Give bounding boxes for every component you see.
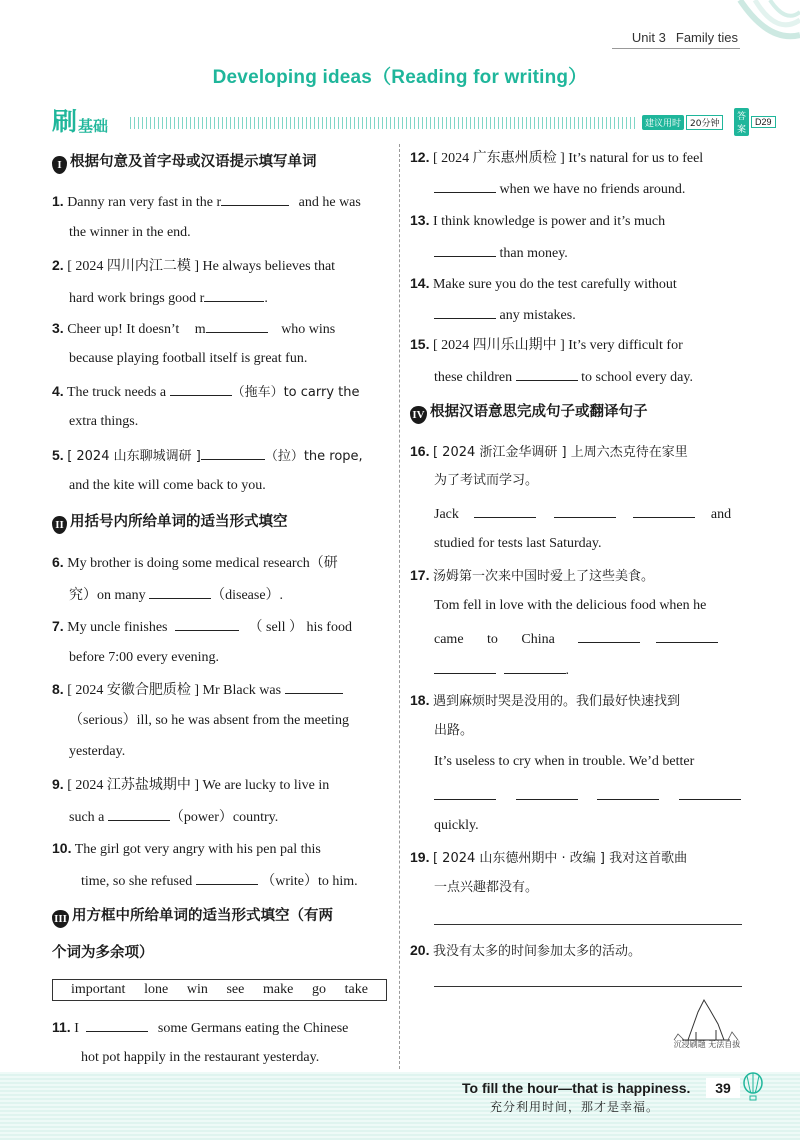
section-3-heading — [52, 906, 387, 928]
question-number: 1. — [52, 193, 64, 209]
question-number: 18. — [410, 692, 430, 708]
answer-blank[interactable] — [86, 1018, 148, 1032]
answer-blank[interactable] — [196, 871, 258, 885]
question-text: . — [264, 291, 268, 306]
answer-blank[interactable] — [221, 192, 289, 206]
section-title: 根据句意及首字母或汉语提示填写单词 — [70, 154, 317, 170]
header-rule — [612, 48, 740, 49]
question-5-cont: and the kite will come back to you. — [69, 478, 266, 493]
question-number: 16. — [410, 443, 430, 459]
question-18 — [410, 691, 742, 711]
answer-blank[interactable] — [434, 786, 496, 800]
answer-blank[interactable] — [149, 585, 211, 599]
logo-big-char: 刷 — [52, 107, 78, 136]
question-number: 6. — [52, 554, 64, 570]
question-11 — [52, 1018, 387, 1038]
answer-blank[interactable] — [504, 660, 566, 674]
question-text: these children — [434, 370, 513, 385]
question-text: （write）to him. — [261, 874, 358, 889]
question-text: 汤姆第一次来中国时爱上了这些美食。 — [432, 569, 654, 584]
answer-blank[interactable] — [434, 179, 496, 193]
question-17 — [410, 566, 742, 586]
answer-blank[interactable] — [175, 617, 239, 631]
question-text: Cheer up! It doesn’t — [67, 322, 180, 337]
hatch-decoration — [130, 117, 635, 129]
question-text: China — [521, 632, 555, 647]
question-text: [ 2024 广东惠州质检 ] It’s natural for us to feel — [432, 151, 704, 166]
question-text: to — [487, 632, 498, 647]
question-text: 为了考试而学习。 — [434, 473, 539, 488]
question-15-cont — [410, 367, 742, 387]
question-17-blanks-cont — [410, 660, 742, 680]
answer-page: D29 — [751, 116, 776, 128]
question-3-cont: because playing football itself is great fun. — [69, 351, 308, 366]
question-text: The truck needs a — [66, 385, 167, 400]
question-number: 7. — [52, 618, 64, 634]
footer-quote-en: To fill the hour—that is happiness. — [462, 1080, 691, 1096]
answer-blank[interactable] — [597, 786, 659, 800]
question-9-cont — [52, 807, 387, 827]
question-text: any mistakes. — [499, 308, 576, 323]
answer-blank[interactable] — [170, 382, 232, 396]
question-number: 13. — [410, 212, 430, 228]
question-text: [ 2024 四川乐山期中 ] It’s very difficult for — [432, 338, 683, 353]
question-text: Danny ran very fast in the r — [67, 195, 222, 210]
column-divider — [399, 144, 400, 1069]
running-header — [632, 30, 738, 45]
answer-blank[interactable] — [206, 319, 268, 333]
unit-label: Unit 3 — [631, 30, 666, 45]
sketch-caption: 沉浸刷题 无法自拔 — [673, 1040, 741, 1049]
question-16-cont — [410, 472, 742, 490]
question-text: 出路。 — [434, 723, 474, 738]
word-bank-item: see — [226, 982, 245, 997]
question-18-cont — [410, 722, 742, 740]
question-20 — [410, 941, 742, 961]
word-bank-item: make — [263, 982, 294, 997]
question-text: My uncle finishes — [67, 620, 168, 635]
question-text: some Germans eating the Chinese — [157, 1021, 349, 1036]
answer-blank[interactable] — [474, 504, 536, 518]
question-18-blanks — [410, 786, 742, 806]
question-text: came — [434, 632, 464, 647]
answer-blank[interactable] — [434, 243, 496, 257]
question-6-cont — [52, 585, 387, 605]
answer-line[interactable] — [434, 924, 742, 925]
question-text: when we have no friends around. — [499, 182, 686, 197]
question-12 — [410, 148, 742, 168]
answer-blank[interactable] — [108, 807, 170, 821]
section-title: 用括号内所给单词的适当形式填空 — [70, 514, 288, 530]
question-text: [ 2024 浙江金华调研 ] 上周六杰克待在家里 — [432, 445, 688, 460]
question-text: My brother is doing some medical research（研 — [67, 556, 338, 571]
suggested-time-badge — [642, 114, 723, 130]
question-text: Jack — [434, 507, 459, 522]
hot-air-balloon-icon — [742, 1072, 764, 1102]
question-number: 3. — [52, 320, 64, 336]
question-number: 2. — [52, 257, 64, 273]
question-7 — [52, 617, 387, 637]
question-8 — [52, 680, 387, 700]
question-number: 8. — [52, 681, 64, 697]
question-16 — [410, 442, 742, 462]
word-bank-item: important — [71, 982, 126, 997]
section-3-heading-cont: 个词为多余项） — [52, 945, 154, 961]
question-8-cont: （serious）ill, so he was absent from the meeting — [69, 713, 349, 728]
question-text: time, so she refused — [81, 874, 193, 889]
question-number: 12. — [410, 149, 430, 165]
question-text: [ 2024 山东德州期中 · 改编 ] 我对这首歌曲 — [432, 851, 688, 866]
question-text: 究）on many — [69, 588, 146, 603]
question-number: 10. — [52, 840, 72, 856]
question-18-cont: quickly. — [434, 818, 479, 833]
question-13 — [410, 211, 742, 231]
question-text: [ 2024 江苏盐城期中 ] We are lucky to live in — [67, 778, 330, 793]
question-6 — [52, 553, 387, 573]
word-bank-item: lone — [144, 982, 169, 997]
question-text: The girl got very angry with his pen pal this — [74, 842, 321, 857]
question-text: I think knowledge is power and it’s much — [432, 214, 666, 229]
question-15 — [410, 335, 742, 355]
source-tag: [ 2024 山东聊城调研 ] — [67, 449, 201, 464]
section-title: 用方框中所给单词的适当形式填空（有两 — [72, 908, 333, 924]
answer-blank[interactable] — [633, 504, 695, 518]
time-label: 建议用时 — [642, 115, 684, 130]
question-text: 遇到麻烦时哭是没用的。我们最好快速找到 — [432, 694, 680, 709]
answer-blank[interactable] — [679, 786, 741, 800]
answer-blank[interactable] — [516, 786, 578, 800]
question-16-blanks — [410, 504, 742, 524]
answer-blank[interactable] — [554, 504, 616, 518]
question-4-cont: extra things. — [69, 414, 139, 429]
question-4 — [52, 382, 387, 402]
question-number: 14. — [410, 275, 430, 291]
question-text: hard work brings good r — [69, 291, 205, 306]
word-bank-item: go — [311, 982, 326, 997]
initial-letter: m — [194, 322, 206, 337]
question-13-cont — [410, 243, 742, 263]
section-title: 根据汉语意思完成句子或翻译句子 — [430, 404, 648, 420]
practice-bar — [52, 107, 772, 136]
question-19-cont — [410, 879, 742, 897]
question-text: who wins — [281, 322, 336, 337]
word-bank-box — [52, 979, 387, 1001]
section-4-heading — [410, 402, 742, 424]
section-numeral: II — [52, 516, 67, 534]
question-1 — [52, 192, 387, 212]
section-numeral: IV — [410, 406, 427, 424]
question-19 — [410, 848, 742, 868]
tower-sketch-illustration — [668, 994, 744, 1064]
question-text: 我没有太多的时间参加太多的活动。 — [432, 944, 641, 959]
question-14 — [410, 274, 742, 294]
question-10 — [52, 839, 387, 859]
word-bank-item: take — [344, 982, 368, 997]
question-number: 9. — [52, 776, 64, 792]
question-10-cont — [52, 871, 387, 891]
question-1-cont: the winner in the end. — [69, 225, 191, 240]
word-bank-item: win — [186, 982, 208, 997]
answer-line[interactable] — [434, 986, 742, 987]
question-17-blanks — [410, 629, 742, 649]
answer-blank[interactable] — [285, 680, 343, 694]
section-numeral: III — [52, 910, 69, 928]
question-number: 17. — [410, 567, 430, 583]
answer-blank[interactable] — [516, 367, 578, 381]
question-text: 一点兴趣都没有。 — [434, 880, 539, 895]
question-2-cont — [52, 288, 387, 308]
question-text: （拖车）to carry the — [231, 385, 360, 400]
answer-blank[interactable] — [578, 629, 640, 643]
time-value: 20分钟 — [686, 115, 723, 130]
question-3 — [52, 319, 387, 339]
logo-small-text: 基础 — [78, 117, 109, 135]
question-7-cont: before 7:00 every evening. — [69, 650, 220, 665]
answer-blank[interactable] — [434, 660, 496, 674]
answer-blank[interactable] — [656, 629, 718, 643]
question-number: 5. — [52, 447, 64, 463]
question-text: to school every day. — [581, 370, 693, 385]
answer-blank[interactable] — [434, 305, 496, 319]
question-text: （disease）. — [211, 588, 284, 603]
question-text: （power）country. — [169, 810, 279, 825]
question-number: 19. — [410, 849, 430, 865]
question-text: （拉）the rope, — [264, 449, 363, 464]
question-8-cont: yesterday. — [69, 744, 126, 759]
section-1-heading — [52, 152, 387, 174]
question-18-en: It’s useless to cry when in trouble. We’d better — [434, 754, 695, 769]
question-text: and he was — [298, 195, 361, 210]
topic-label: Family ties — [675, 30, 738, 45]
answer-blank[interactable] — [204, 288, 264, 302]
question-text: such a — [69, 810, 105, 825]
question-16-cont: studied for tests last Saturday. — [434, 536, 602, 551]
question-2 — [52, 256, 387, 276]
answer-label: 答案 — [734, 108, 749, 136]
question-text: and — [710, 507, 732, 522]
answer-blank[interactable] — [201, 446, 265, 460]
page-title: Developing ideas（Reading for writing） — [212, 67, 588, 88]
page-number: 39 — [706, 1078, 740, 1098]
section-2-heading — [52, 512, 387, 534]
footer-quote-cn: 充分利用时间，那才是幸福。 — [490, 1100, 660, 1114]
question-text: [ 2024 安徽合肥质检 ] Mr Black was — [67, 683, 282, 698]
section-numeral: I — [52, 156, 67, 174]
question-text: （ sell ） his food — [248, 620, 352, 635]
question-number: 11. — [52, 1019, 71, 1035]
question-14-cont — [410, 305, 742, 325]
question-9 — [52, 775, 387, 795]
shua-logo — [52, 108, 108, 136]
question-number: 20. — [410, 942, 430, 958]
question-11-cont: hot pot happily in the restaurant yesterday. — [81, 1050, 320, 1065]
question-text: . — [565, 663, 569, 678]
question-text: Make sure you do the test carefully without — [432, 277, 677, 292]
question-17-cont: Tom fell in love with the delicious food when he — [434, 598, 707, 613]
answer-page-badge — [734, 112, 776, 135]
question-text: [ 2024 四川内江二模 ] He always believes that — [67, 259, 336, 274]
question-text: I — [74, 1021, 79, 1036]
question-12-cont — [410, 179, 742, 199]
question-5 — [52, 446, 387, 466]
question-text: than money. — [499, 246, 568, 261]
question-number: 15. — [410, 336, 430, 352]
question-number: 4. — [52, 383, 64, 399]
